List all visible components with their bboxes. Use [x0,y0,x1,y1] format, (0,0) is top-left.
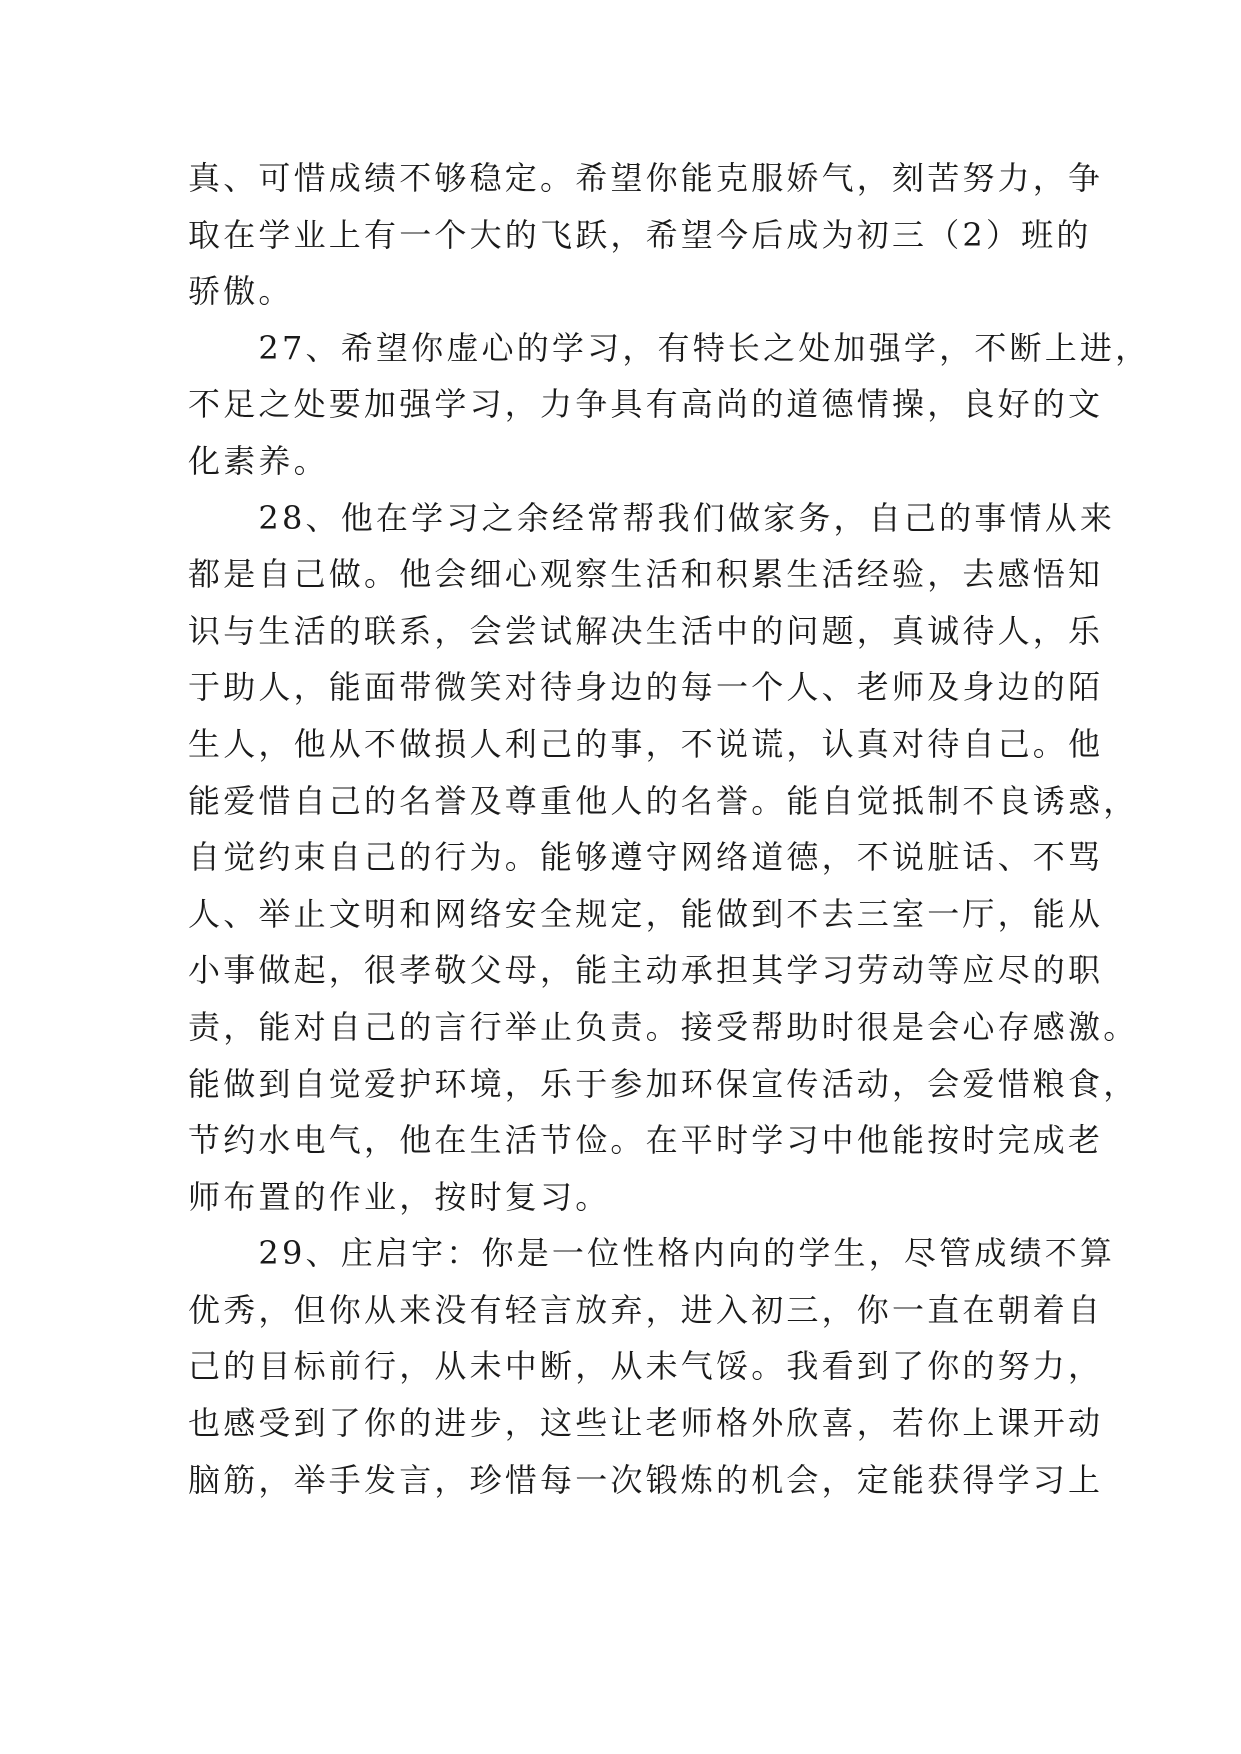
text-line: 化素养。 [188,441,329,480]
text-line: 师布置的作业，按时复习。 [188,1177,611,1216]
text-line: 优秀，但你从来没有轻言放弃，进入初三，你一直在朝着自 [188,1290,1104,1329]
document-body [188,150,1151,1508]
text-line: 取在学业上有一个大的飞跃，希望今后成为初三（2）班的 [188,215,1092,254]
text-line: 自觉约束自己的行为。能够遵守网络道德，不说脏话、不骂 [188,838,1104,877]
text-line: 生人，他从不做损人利己的事，不说谎，认真对待自己。他 [188,724,1104,763]
text-line: 己的目标前行，从未中断，从未气馁。我看到了你的努力， [188,1347,1104,1386]
text-line: 29、庄启宇：你是一位性格内向的学生，尽管成绩不算 [188,1234,1116,1273]
text-line: 责，能对自己的言行举止负责。接受帮助时很是会心存感激。 [188,1007,1139,1046]
text-line: 真、可惜成绩不够稳定。希望你能克服娇气，刻苦努力，争 [188,159,1104,197]
text-line: 27、希望你虚心的学习，有特长之处加强学，不断上进， [188,328,1151,367]
text-line: 能爱惜自己的名誉及尊重他人的名誉。能自觉抵制不良诱惑， [188,781,1139,820]
text-line: 人、举止文明和网络安全规定，能做到不去三室一厅，能从 [188,894,1104,933]
text-line: 也感受到了你的进步，这些让老师格外欣喜，若你上课开动 [188,1404,1104,1443]
text-line: 能做到自觉爱护环境，乐于参加环保宣传活动，会爱惜粮食， [188,1064,1139,1103]
text-line: 28、他在学习之余经常帮我们做家务，自己的事情从来 [188,498,1116,537]
text-line: 不足之处要加强学习，力争具有高尚的道德情操，良好的文 [188,385,1104,424]
text-line: 识与生活的联系，会尝试解决生活中的问题，真诚待人，乐 [188,611,1104,650]
text-line: 骄傲。 [188,272,294,311]
text-line: 都是自己做。他会细心观察生活和积累生活经验，去感悟知 [188,555,1104,594]
text-line: 脑筋，举手发言，珍惜每一次锻炼的机会，定能获得学习上 [188,1460,1104,1499]
text-line: 于助人，能面带微笑对待身边的每一个人、老师及身边的陌 [188,668,1104,707]
text-line: 节约水电气，他在生活节俭。在平时学习中他能按时完成老 [188,1121,1104,1160]
text-line: 小事做起，很孝敬父母，能主动承担其学习劳动等应尽的职 [188,951,1104,990]
